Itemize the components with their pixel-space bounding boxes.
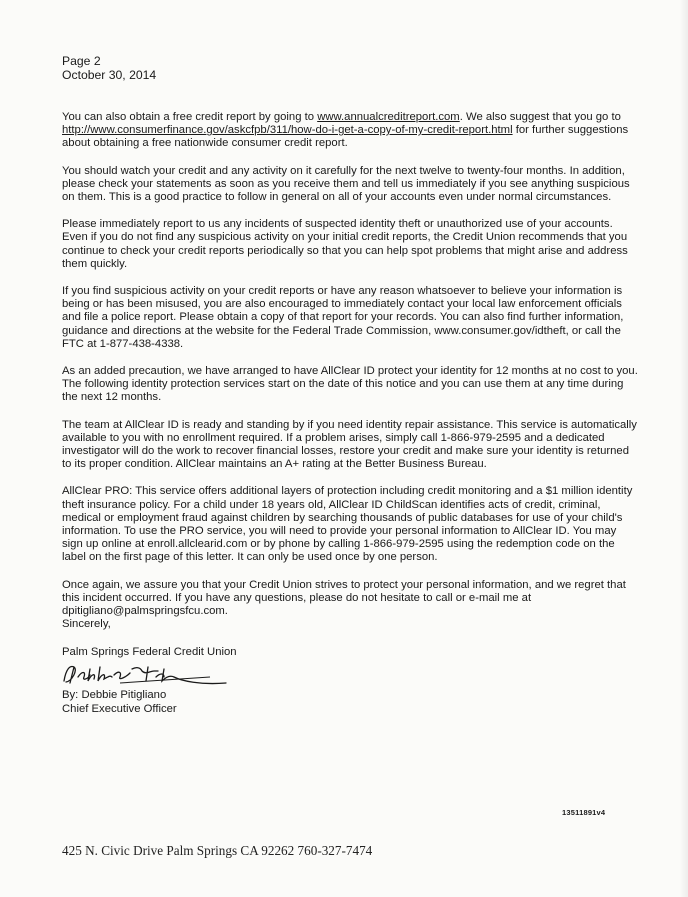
signature-block: [62, 646, 640, 717]
document-number: 13511891v4: [562, 808, 606, 817]
letter-body: [62, 54, 640, 716]
paragraph-report-incidents: Please immediately report to us any incidents of suspected identity theft or unauthorized use of your accounts. Even if you do not find any suspicious activity on your initial credit reports, the Credit Union recommends that you continue to check your credit reports periodically so that you can help spot problems that might arise and address them quickly.: [62, 218, 628, 270]
consumerfinance-link[interactable]: http://www.consumerfinance.gov/askcfpb/311/how-do-i-get-a-copy-of-my-credit-report.html: [62, 124, 513, 137]
paragraph-allclear-pro: AllClear PRO: This service offers additional layers of protection including credit monitoring and a $1 million identity theft insurance policy. For a child under 18 years old, AllClear ID ChildScan identifies acts of credit, criminal, medical or employment fraud against children by searching thousands of public databases for use of your child's information. To use the PRO service, you will need to provide your personal information to AllClear ID. You may sign up online at enroll.allclearid.com or by phone by calling 1-866-979-2595 using the redemption code on the label on the first page of this letter. It can only be used once by one person.: [62, 485, 633, 564]
paragraph-allclear-team: The team at AllClear ID is ready and standing by if you need identity repair assistance. This service is automatically available to you with no enrollment required. If a problem arises, simply call 1-866-979-2595 and a dedicated investigator will do the work to recover financial losses, restore your credit and make sure your identity is returned to its proper condition. AllClear maintains an A+ rating at the Better Business Bureau.: [62, 418, 637, 471]
signer-name: By: Debbie Pitigliano: [62, 689, 167, 701]
footer-address: 425 N. Civic Drive Palm Springs CA 92262 760-327-7474: [62, 843, 373, 858]
paragraph-credit-report: [62, 111, 640, 151]
paragraph-suspicious-activity: If you find suspicious activity on your credit reports or have any reason whatsoever to believe your information is being or has been misused, you are also encouraged to immediately contact your local law enforcement officials and file a police report. Please obtain a copy of that report for your records. You can also find further information, guidance and directions at the website for the Federal Trade Commission, www.consumer.gov/idtheft, or call the FTC at 1-877-438-4338.: [62, 285, 624, 350]
scan-edge-shadow: [680, 0, 688, 897]
paragraph-text: . We also suggest that you go to: [459, 111, 621, 123]
closing-sincerely: Sincerely,: [62, 618, 111, 631]
paragraph-added-precaution: As an added precaution, we have arranged to have AllClear ID protect your identity for 12 months at no cost to you. The following identity protection services start on the date of this notice and you can use them at any time during the next 12 months.: [62, 365, 638, 404]
paragraph-watch-credit: You should watch your credit and any activity on it carefully for the next twelve to twenty-four months. In addition, please check your statements as soon as you receive them and tell us immediately if you see anything suspicious on them. This is a good practice to follow in general on all of your accounts even under normal circumstances.: [62, 164, 630, 204]
paragraph-assurance: Once again, we assure you that your Credit Union strives to protect your personal information, and we regret that this incident occurred. If you have any questions, please do not hesitate to call or e-mail me at dpitigliano@palmspringsfcu.com.: [62, 578, 626, 618]
organization-name: Palm Springs Federal Credit Union: [62, 645, 237, 658]
paragraph-text: for further suggestions about obtaining a free nationwide consumer credit report.: [62, 124, 629, 150]
page-number: Page 2: [62, 54, 101, 68]
paragraph-text: You can also obtain a free credit report by going to: [62, 111, 318, 123]
annualcreditreport-link[interactable]: www.annualcreditreport.com: [317, 111, 460, 123]
signer-title: Chief Executive Officer: [62, 702, 177, 715]
handwritten-signature: [60, 661, 230, 689]
letter-date: October 30, 2014: [62, 68, 157, 82]
